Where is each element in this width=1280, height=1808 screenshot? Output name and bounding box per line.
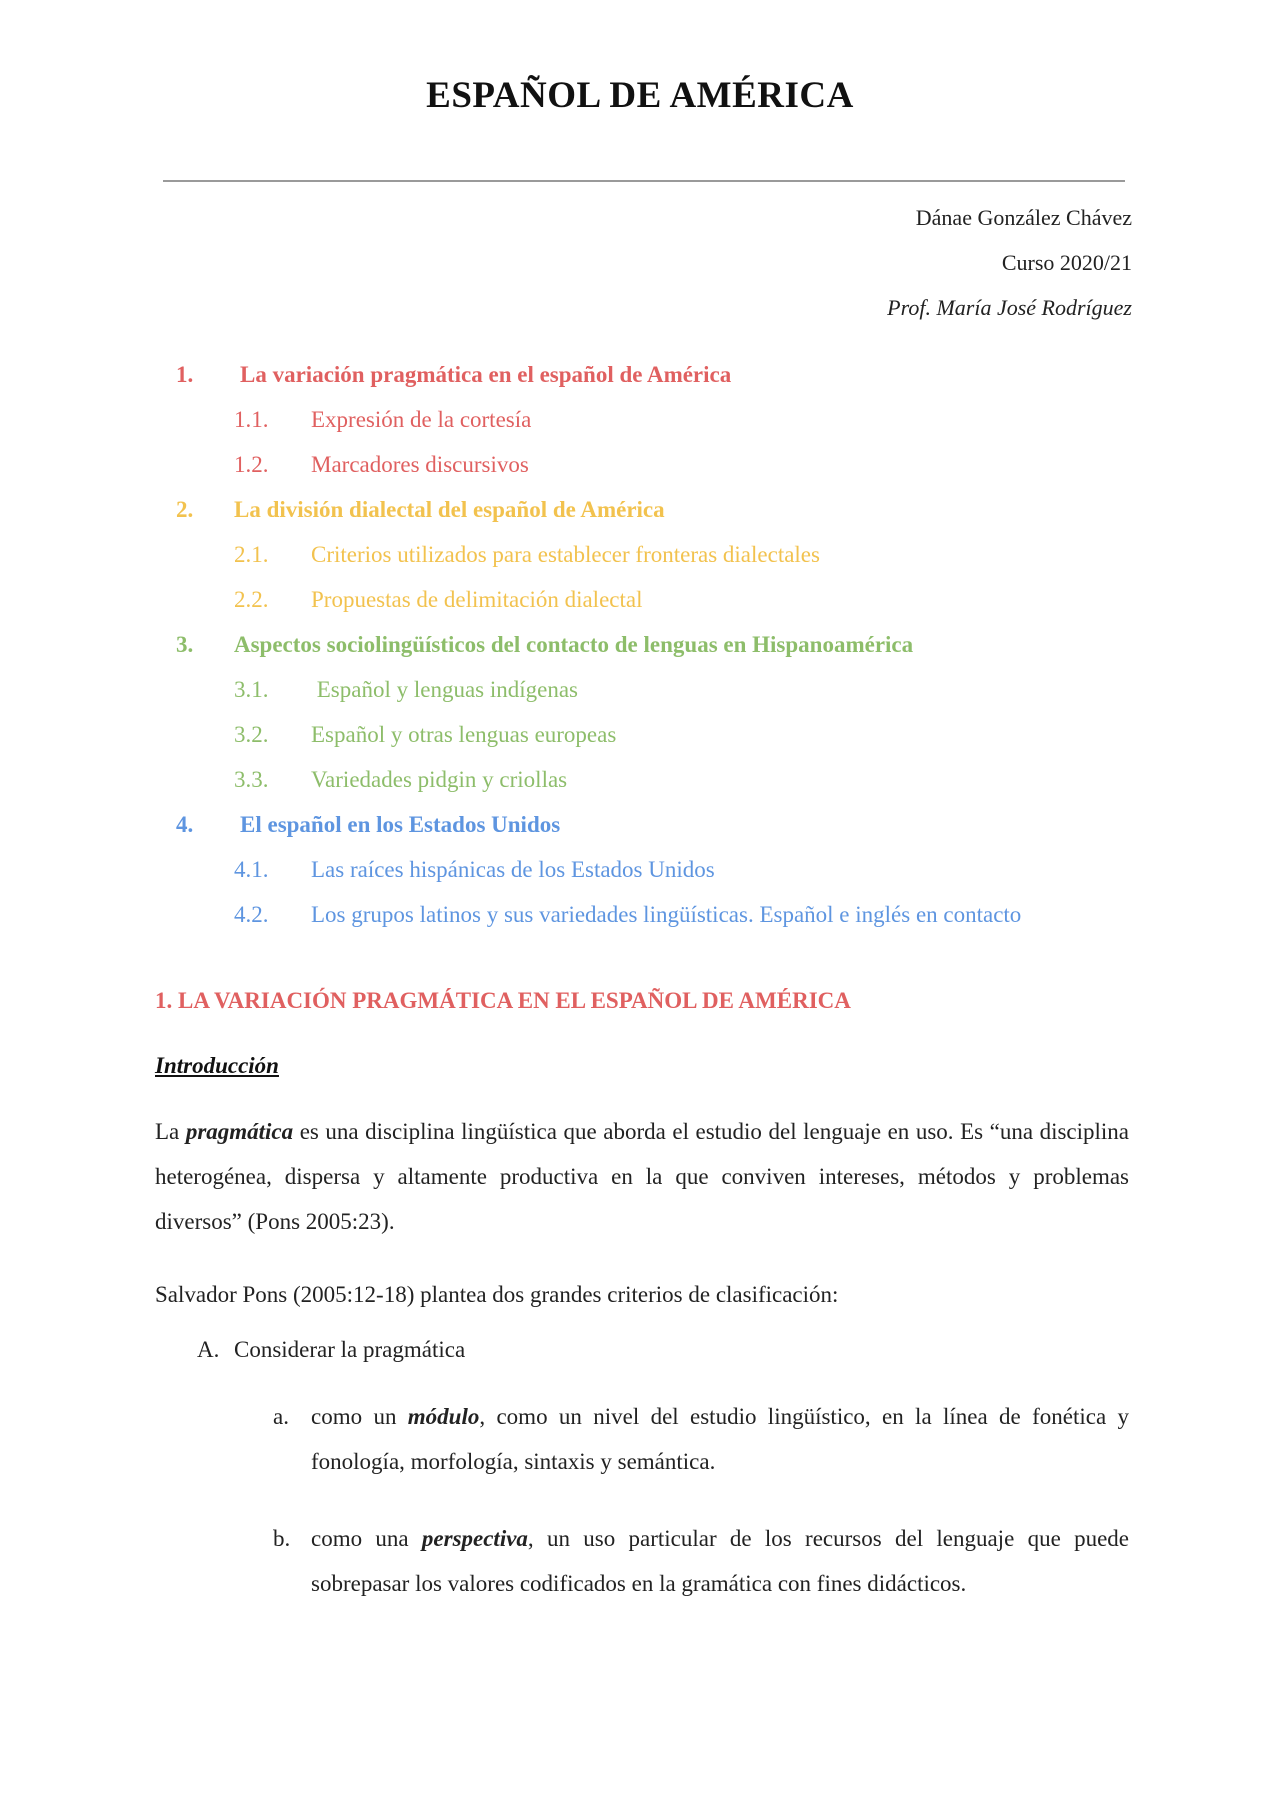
toc-number: 2.2. (234, 587, 269, 612)
toc-title: El español en los Estados Unidos (240, 812, 561, 837)
paragraph-pragmatica (155, 1109, 1129, 1244)
toc-title: Expresión de la cortesía (311, 407, 532, 432)
toc-title: Variedades pidgin y criollas (311, 767, 568, 792)
toc-number: 3.2. (234, 722, 269, 747)
text-run: como un (311, 1404, 408, 1429)
sublist-marker: a. (273, 1404, 289, 1429)
emphasis-term: módulo (407, 1404, 480, 1429)
toc-title: Marcadores discursivos (311, 452, 529, 477)
text-run: como una (311, 1526, 422, 1551)
toc-number: 3.3. (234, 767, 269, 792)
sublist-item-a (311, 1394, 1129, 1484)
list-marker: A. (197, 1337, 220, 1362)
title-divider (163, 180, 1125, 182)
toc-number: 1. (176, 362, 194, 387)
sublist-marker: b. (273, 1526, 291, 1551)
toc-title: Criterios utilizados para establecer fronteras dialectales (311, 542, 820, 567)
toc-title: La variación pragmática en el español de América (240, 362, 732, 387)
toc-title: Español y lenguas indígenas (311, 677, 579, 702)
toc-title: Propuestas de delimitación dialectal (311, 587, 643, 612)
document-title: ESPAÑOL DE AMÉRICA (426, 75, 854, 116)
text-run: es una disciplina lingüística que aborda el estudio del lenguaje en uso. Es “una disciplina heterogénea, dispersa y altamente productiva en la que conviven intereses, métodos y problemas diversos” (Pons 2005:23). (155, 1119, 1129, 1234)
author-name: Dánae González Chávez (915, 205, 1132, 230)
sublist-item-b (311, 1516, 1129, 1606)
toc-number: 2.1. (234, 542, 269, 567)
toc-title: La división dialectal del español de América (234, 497, 665, 522)
toc-number: 1.2. (234, 452, 269, 477)
toc-title: Los grupos latinos y sus variedades lingüísticas. Español e inglés en contacto (311, 902, 1022, 927)
professor-name: Prof. María José Rodríguez (887, 295, 1132, 320)
toc-number: 3.1. (234, 677, 269, 702)
toc-title: Español y otras lenguas europeas (311, 722, 617, 747)
toc-number: 2. (176, 497, 194, 522)
subsection-heading: Introducción (155, 1053, 279, 1078)
toc-number: 4.1. (234, 857, 269, 882)
toc-number: 4. (176, 812, 194, 837)
text-run: , como un nivel del estudio lingüístico, en la línea de fonética y fonología, morfología, sintaxis y semántica. (311, 1404, 1129, 1474)
text-run: La (155, 1119, 186, 1144)
toc-number: 4.2. (234, 902, 269, 927)
toc-number: 1.1. (234, 407, 269, 432)
section-heading: 1. LA VARIACIÓN PRAGMÁTICA EN EL ESPAÑOL DE AMÉRICA (155, 988, 851, 1013)
toc-title: Aspectos sociolingüísticos del contacto de lenguas en Hispanoamérica (234, 632, 914, 657)
emphasis-term: pragmática (185, 1119, 294, 1144)
toc-number: 3. (176, 632, 194, 657)
list-item-text: Considerar la pragmática (234, 1337, 466, 1362)
course-year: Curso 2020/21 (1001, 250, 1132, 275)
toc-title: Las raíces hispánicas de los Estados Unidos (311, 857, 715, 882)
emphasis-term: perspectiva (421, 1526, 528, 1551)
text-run: , un uso particular de los recursos del lenguaje que puede sobrepasar los valores codificados en la gramática con fines didácticos. (311, 1526, 1129, 1596)
paragraph-pons: Salvador Pons (2005:12-18) plantea dos grandes criterios de clasificación: (155, 1282, 839, 1307)
